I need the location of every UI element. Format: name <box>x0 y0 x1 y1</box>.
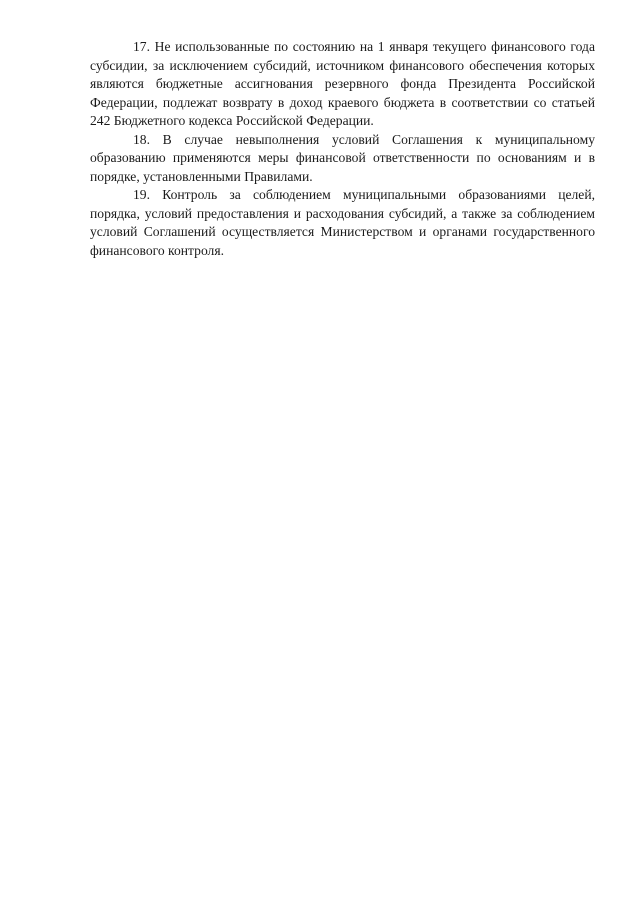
document-body <box>90 38 595 260</box>
paragraph-17: 17. Не использованные по состоянию на 1 января текущего финансового года субсидии, за исключением субсидий, источником финансового обеспечения которых являются бюджетные ассигнования резервного фонда Президента Российской Федерации, подлежат возврату в доход краевого бюджета в соответствии со статьей 242 Бюджетного кодекса Российской Федерации. <box>90 39 595 128</box>
paragraph-18: 18. В случае невыполнения условий Соглашения к муниципальному образованию применяются меры финансовой ответственности по основаниям и в порядке, установленными Правилами. <box>90 131 595 184</box>
paragraph-19: 19. Контроль за соблюдением муниципальными образованиями целей, порядка, условий предоставления и расходования субсидий, а также за соблюдением условий Соглашений осуществляется Министерством и органами государственного финансового контроля. <box>90 187 595 258</box>
